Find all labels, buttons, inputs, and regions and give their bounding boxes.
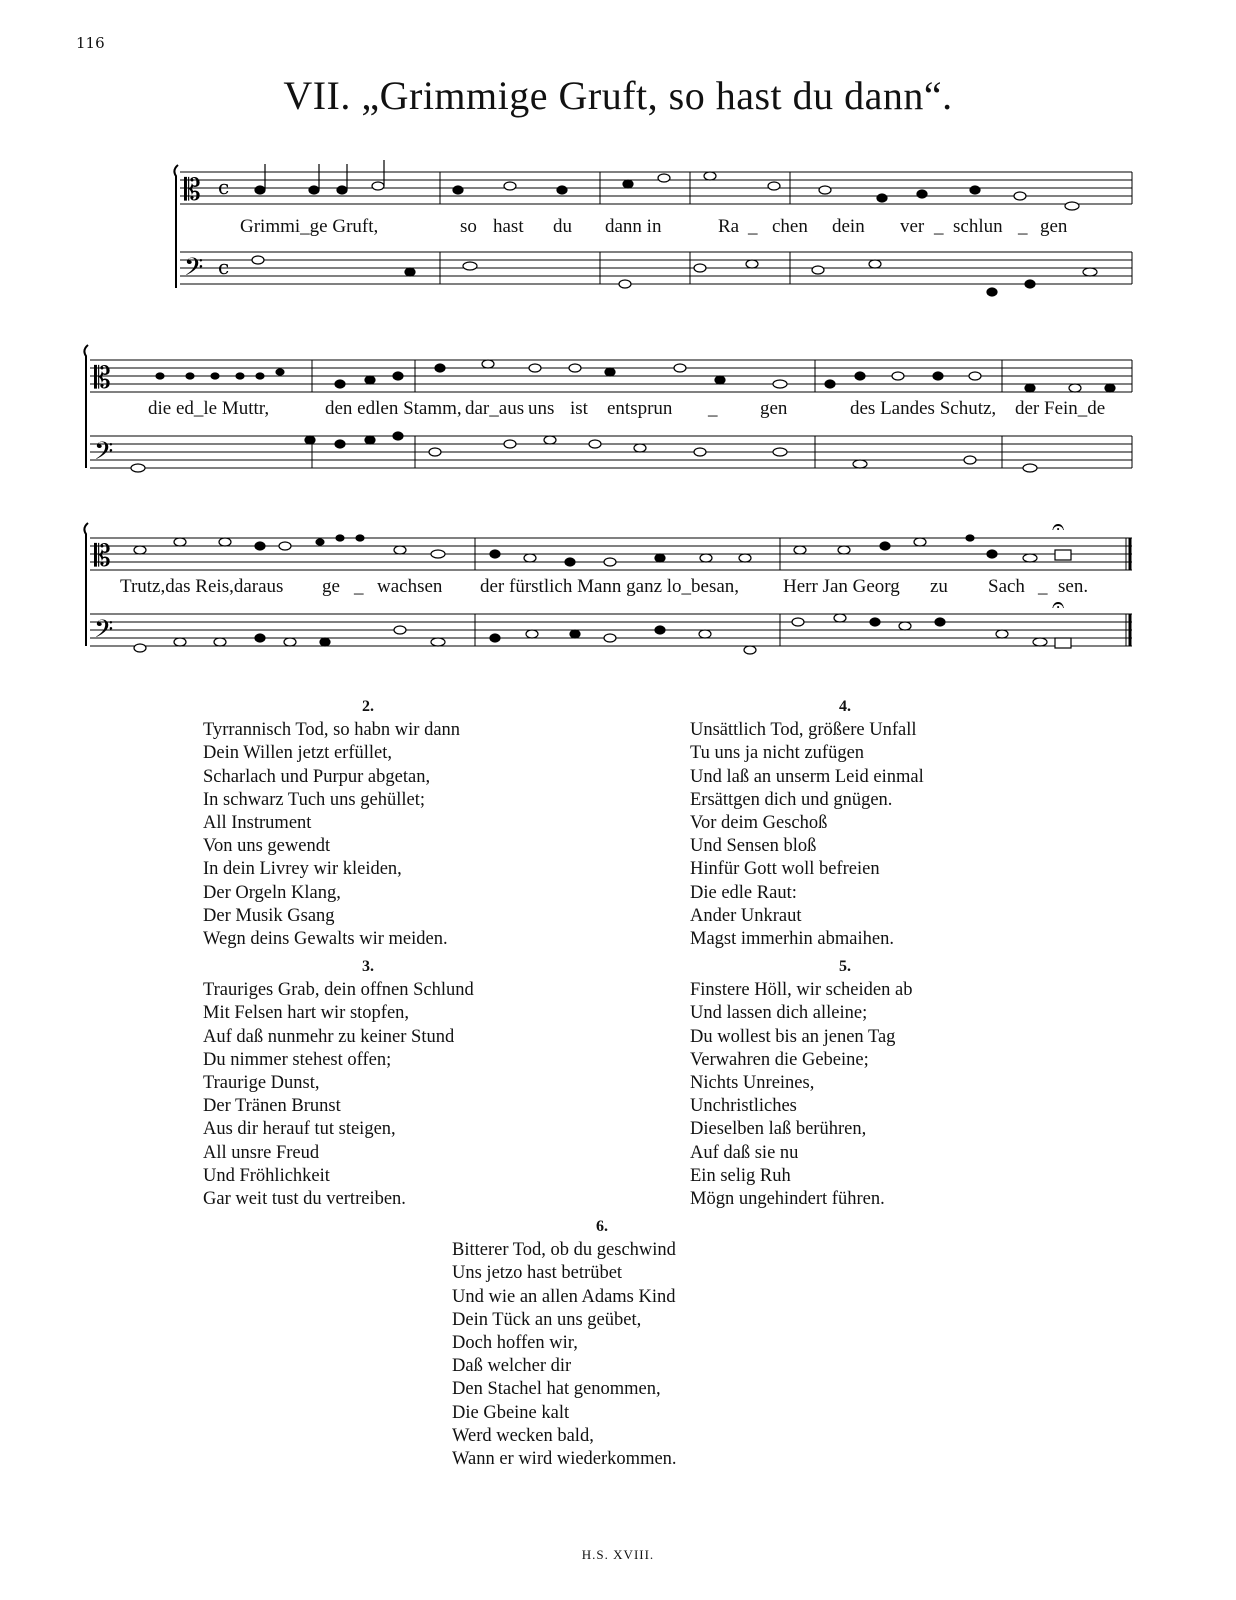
lyric: Herr Jan Georg [783,576,900,597]
verse-line: Du wollest bis an jenen Tag [690,1026,896,1047]
verse-line: Dein Tück an uns geübet, [452,1309,642,1330]
verse-line: Scharlach und Purpur abgetan, [203,766,431,787]
music-system-1 [170,160,1140,300]
verse-line: Unsättlich Tod, größere Unfall [690,720,917,741]
verse-line: Doch hoffen wir, [452,1333,578,1354]
music-system-3 [80,515,1140,658]
verse-3 [203,955,543,1211]
lyric: gen [760,398,788,419]
verse-line: Bitterer Tod, ob du geschwind [452,1240,676,1261]
verse-line: Gar weit tust du vertreiben. [203,1189,406,1210]
lyric: zu [930,576,948,597]
fermata-icon: 𝄐 [1052,515,1065,540]
verse-line: Aus dir herauf tut steigen, [203,1119,396,1140]
lyric: ist [570,398,588,419]
verse-line: Unchristliches [690,1096,797,1117]
verse-line: Und laß an unserm Leid einmal [690,766,924,787]
lyric: _ [354,576,364,597]
music-system-2 [80,340,1140,480]
verse-5 [690,955,1010,1211]
c-clef-icon: 𝄡 [94,539,111,574]
lyric: _ [748,216,758,237]
verse-number: 4. [839,698,851,715]
footer-signature: H.S. XVIII. [581,1547,655,1562]
verse-line: Werd wecken bald, [452,1425,594,1446]
lyric: so [460,216,477,237]
lyric: Trutz,das Reis,daraus [120,576,284,597]
verse-line: Der Orgeln Klang, [203,882,341,903]
verse-line: Der Tränen Brunst [203,1096,341,1117]
verse-line: In schwarz Tuch uns gehüllet; [203,789,425,810]
lyric: dar_aus [465,398,525,419]
c-clef-icon: 𝄡 [184,173,201,208]
verse-line: Hinfür Gott woll befreien [690,859,880,880]
lyric: die ed_le Muttr, [148,398,270,419]
verse-line: Trauriges Grab, dein offnen Schlund [203,980,474,1001]
verse-line: All Instrument [203,813,312,834]
verse-line: Auf daß nunmehr zu keiner Stund [203,1026,455,1047]
verse-line: Dein Willen jetzt erfüllet, [203,743,392,764]
lyric: _ [708,398,718,419]
verse-line: Du nimmer stehest offen; [203,1049,392,1070]
verse-line: Ein selig Ruh [690,1165,791,1186]
lyric: der fürstlich Mann ganz lo_besan, [480,576,740,597]
verse-line: Die Gbeine kalt [452,1402,570,1423]
lyric: chen [772,216,808,237]
verse-line: Ander Unkraut [690,905,802,926]
verse-line: Von uns gewendt [203,836,331,857]
verse-line: Tu uns ja nicht zufügen [690,743,865,764]
verse-number: 5. [839,958,851,975]
lyric: schlun [953,216,1003,237]
lyric: hast [493,216,524,237]
verse-line: All unsre Freud [203,1142,320,1163]
lyric: _ [1018,216,1028,237]
lyric: entsprun [607,398,673,419]
lyric: des Landes Schutz, [850,398,997,419]
lyric: _ [934,216,944,237]
verse-2 [203,695,543,951]
fermata-icon: 𝄐 [1052,593,1065,618]
verse-line: Mögn ungehindert führen. [690,1189,885,1210]
verse-line: In dein Livrey wir kleiden, [203,859,402,880]
lyric: uns [528,398,555,419]
verse-6 [452,1215,772,1471]
verse-line: Finstere Höll, wir scheiden ab [690,980,913,1001]
verse-number: 6. [596,1218,608,1235]
verse-line: Und Sensen bloß [690,836,817,857]
verse-line: Wann er wird wiederkommen. [452,1449,677,1470]
lyric: Grimmi_ge Gruft, [240,216,379,237]
verse-4 [690,695,1010,951]
verse-line: Und lassen dich alleine; [690,1003,868,1024]
brace-icon [84,523,88,646]
verse-line: Wegn deins Gewalts wir meiden. [203,929,448,950]
lyric: der Fein_de [1015,398,1106,419]
lyric: ver [900,216,925,237]
lyric: gen [1040,216,1068,237]
verse-line: Der Musik Gsang [203,905,335,926]
lyric: sen. [1058,576,1089,597]
verse-line: Traurige Dunst, [203,1073,320,1094]
lyric: den edlen Stamm, [325,398,462,419]
lyric: ge [322,576,340,597]
lyric: wachsen [377,576,443,597]
lyric: _ [1038,576,1048,597]
lyric: dein [832,216,865,237]
verse-line: Tyrrannisch Tod, so habn wir dann [203,720,461,741]
svg-text:c: c [218,175,230,199]
verse-line: Auf daß sie nu [690,1142,799,1163]
verse-line: Daß welcher dir [452,1356,572,1377]
verse-number: 3. [362,958,374,975]
verse-line: Mit Felsen hart wir stopfen, [203,1003,410,1024]
verse-line: Die edle Raut: [690,882,797,903]
verse-line: Uns jetzo hast betrübet [452,1263,623,1284]
bass-clef-icon: 𝄢 [184,253,204,288]
brace-icon [84,345,88,468]
c-clef-icon: 𝄡 [94,361,111,396]
bass-clef-icon: 𝄢 [94,615,114,650]
bass-clef-icon: 𝄢 [94,437,114,472]
lyric: Sach [988,576,1025,597]
verse-line: Magst immerhin abmaihen. [690,929,894,950]
verse-line: Verwahren die Gebeine; [690,1049,869,1070]
page-number: 116 [76,34,105,52]
verse-line: Und wie an allen Adams Kind [452,1286,676,1307]
verse-line: Vor deim Geschoß [690,813,828,834]
verse-number: 2. [362,698,374,715]
brace-icon [174,165,178,288]
verse-line: Ersättgen dich und gnügen. [690,789,893,810]
verse-line: Dieselben laß berühren, [690,1119,867,1140]
lyric: du [553,216,572,237]
lyric: dann in [605,216,662,237]
svg-text:c: c [218,255,230,279]
verse-line: Nichts Unreines, [690,1073,815,1094]
page-title: VII. „Grimmige Gruft, so hast du dann“. [283,73,953,118]
verse-line: Den Stachel hat genommen, [452,1379,661,1400]
lyric: Ra [718,216,740,237]
verse-line: Und Fröhlichkeit [203,1165,330,1186]
